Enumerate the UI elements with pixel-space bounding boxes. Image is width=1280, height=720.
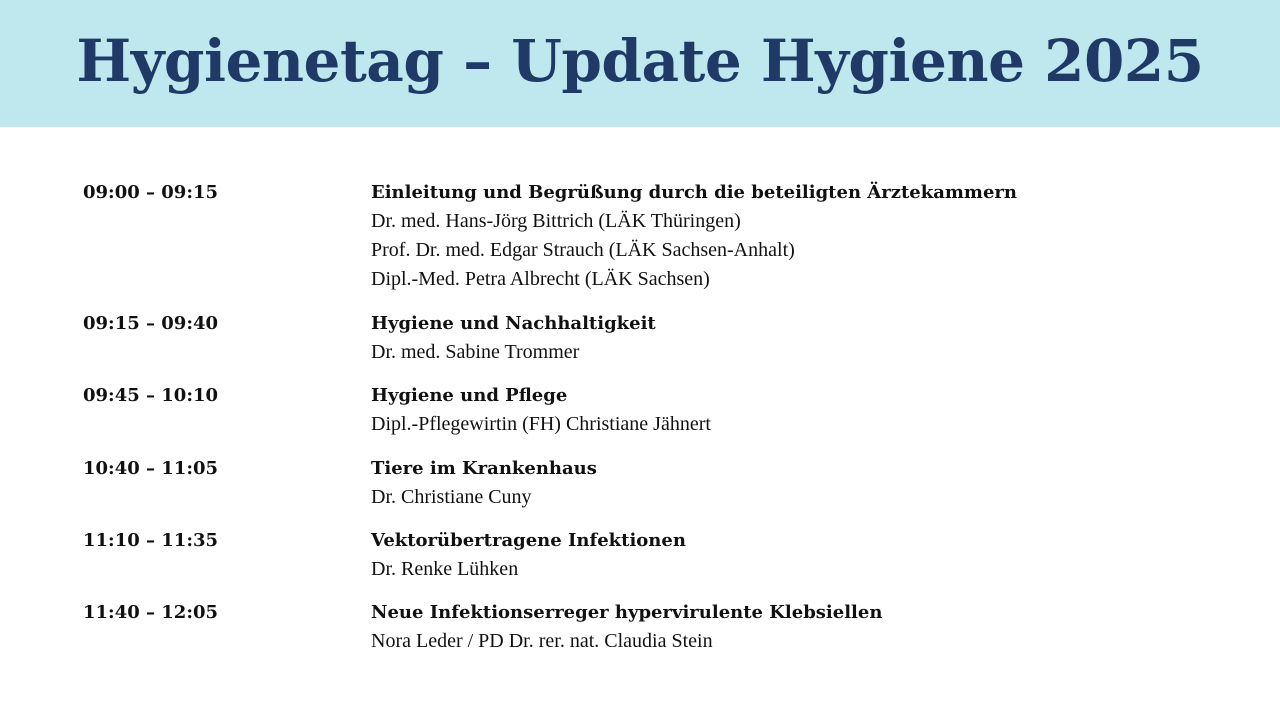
session-title: Einleitung und Begrüßung durch die beteiligten Ärztekammern — [371, 182, 1017, 203]
speaker-name: Dipl.-Med. Petra Albrecht (LÄK Sachsen) — [371, 268, 710, 290]
session-title: Vektorübertragene Infektionen — [371, 530, 686, 551]
agenda-time: 09:45 – 10:10 — [83, 385, 219, 406]
agenda-session — [371, 178, 1251, 294]
speaker-name: Dr. Christiane Cuny — [371, 486, 532, 508]
agenda-session — [371, 381, 1251, 439]
session-title: Hygiene und Pflege — [371, 385, 568, 406]
session-title: Neue Infektionserreger hypervirulente Klebsiellen — [371, 602, 883, 623]
session-title: Hygiene und Nachhaltigkeit — [371, 313, 656, 334]
agenda-time: 09:00 – 09:15 — [83, 182, 219, 203]
speaker-name: Dr. Renke Lühken — [371, 558, 519, 580]
speaker-name: Dr. med. Sabine Trommer — [371, 341, 580, 363]
slide-title: Hygienetag – Update Hygiene 2025 — [76, 27, 1204, 95]
speaker-name: Dr. med. Hans-Jörg Bittrich (LÄK Thüringen) — [371, 210, 741, 232]
agenda-session — [371, 526, 1251, 584]
speaker-name: Prof. Dr. med. Edgar Strauch (LÄK Sachsen-Anhalt) — [371, 239, 795, 261]
agenda-time: 11:40 – 12:05 — [83, 602, 219, 623]
agenda-session — [371, 454, 1251, 512]
speaker-name: Nora Leder / PD Dr. rer. nat. Claudia Stein — [371, 630, 713, 652]
speaker-name: Dipl.-Pflegewirtin (FH) Christiane Jähnert — [371, 413, 711, 435]
agenda-time: 09:15 – 09:40 — [83, 313, 219, 334]
agenda-session — [371, 309, 1251, 367]
agenda-time: 11:10 – 11:35 — [83, 530, 219, 551]
session-title: Tiere im Krankenhaus — [371, 458, 597, 479]
agenda-session — [371, 598, 1251, 656]
agenda-time: 10:40 – 11:05 — [83, 458, 219, 479]
